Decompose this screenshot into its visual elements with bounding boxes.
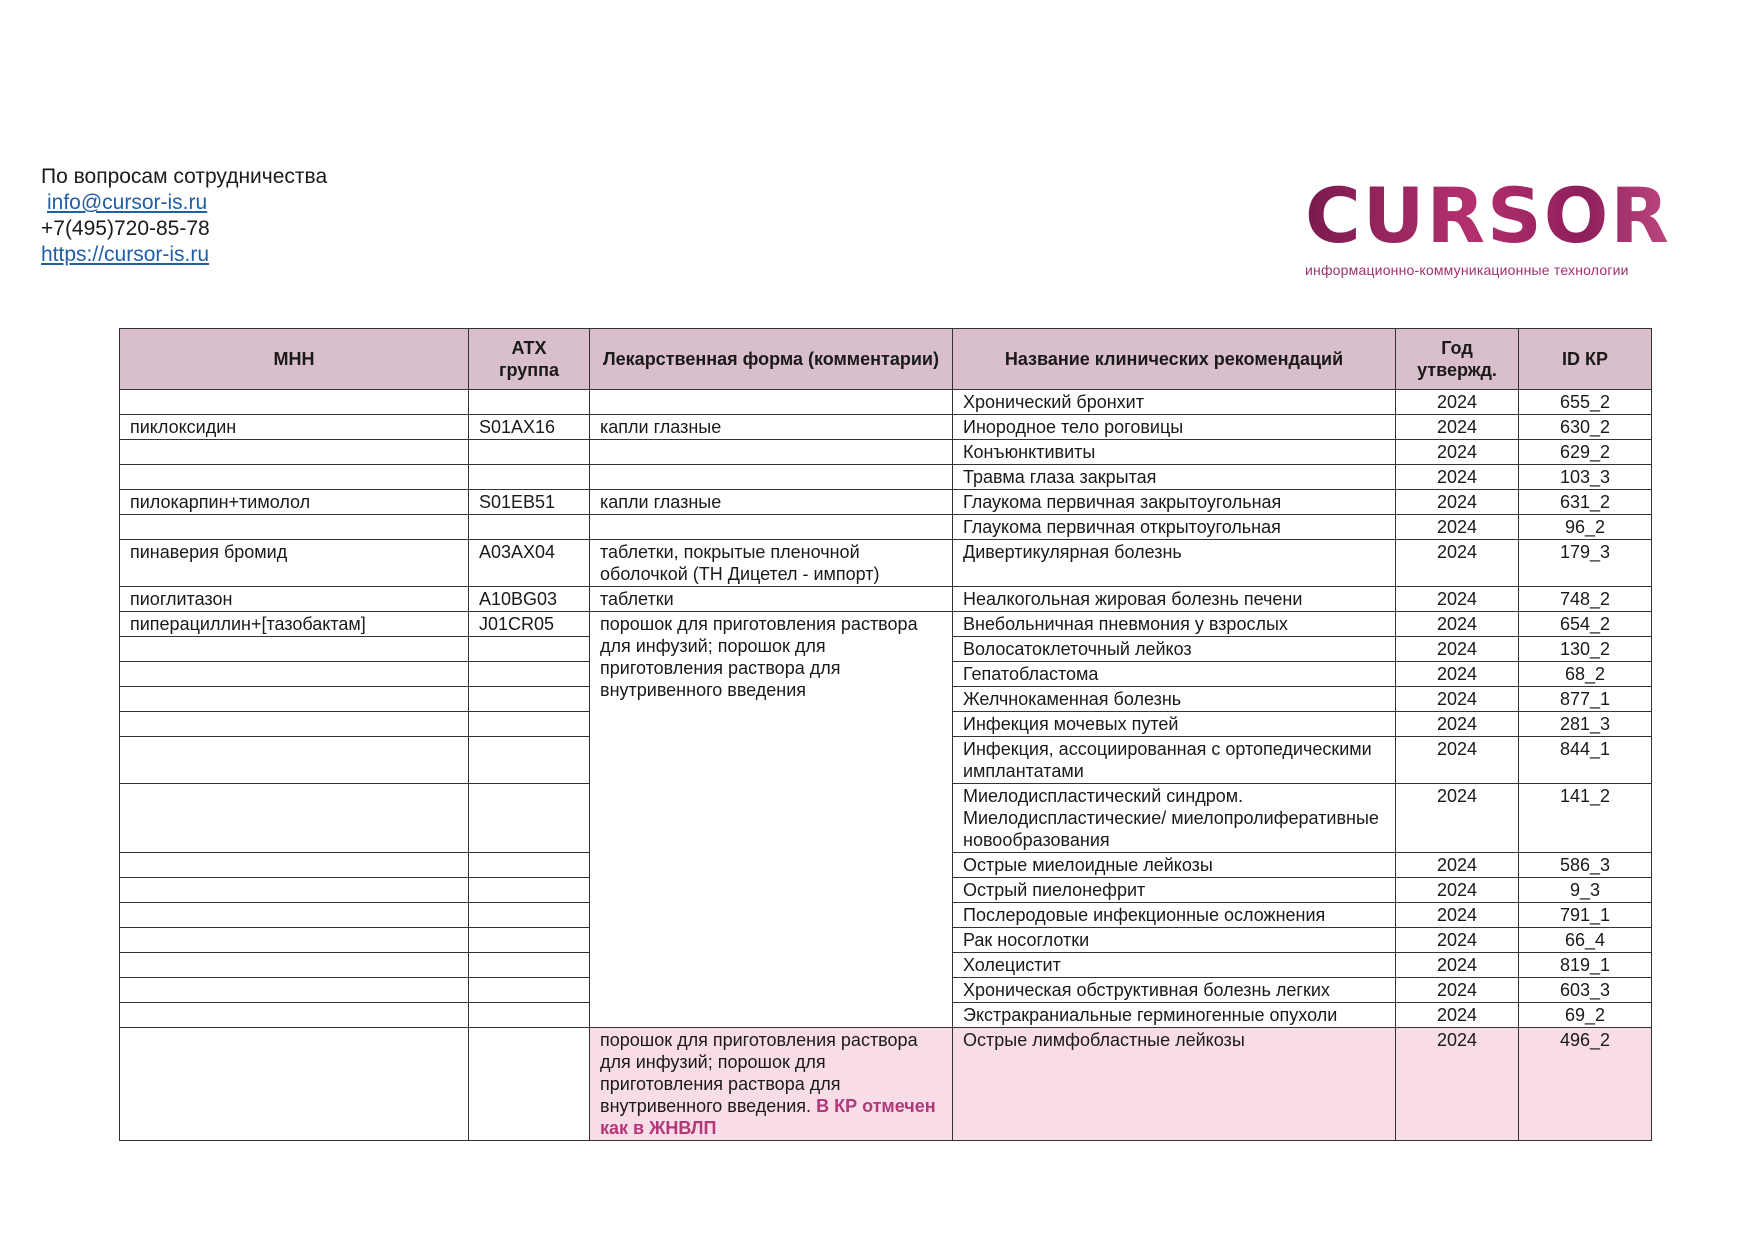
cell-id: 281_3 xyxy=(1519,712,1652,737)
cell-id: 130_2 xyxy=(1519,637,1652,662)
cell-year: 2024 xyxy=(1396,978,1519,1003)
cell-mnn xyxy=(120,903,469,928)
cell-recommendation: Дивертикулярная болезнь xyxy=(953,540,1396,587)
cell-id: 819_1 xyxy=(1519,953,1652,978)
cell-atc xyxy=(469,515,590,540)
cell-form xyxy=(590,465,953,490)
cell-atc xyxy=(469,953,590,978)
cell-mnn xyxy=(120,953,469,978)
cell-id: 877_1 xyxy=(1519,687,1652,712)
table-row xyxy=(120,415,1652,440)
cell-recommendation: Холецистит xyxy=(953,953,1396,978)
cell-recommendation: Внебольничная пневмония у взрослых xyxy=(953,612,1396,637)
cell-atc xyxy=(469,1003,590,1028)
cell-recommendation: Острые миелоидные лейкозы xyxy=(953,853,1396,878)
cell-year: 2024 xyxy=(1396,637,1519,662)
table-row xyxy=(120,440,1652,465)
table-row xyxy=(120,490,1652,515)
cell-recommendation: Послеродовые инфекционные осложнения xyxy=(953,903,1396,928)
cell-mnn: пиоглитазон xyxy=(120,587,469,612)
cell-recommendation: Хронический бронхит xyxy=(953,390,1396,415)
cell-year: 2024 xyxy=(1396,662,1519,687)
cell-mnn: пилокарпин+тимолол xyxy=(120,490,469,515)
cell-mnn xyxy=(120,687,469,712)
cell-recommendation: Желчнокаменная болезнь xyxy=(953,687,1396,712)
cell-atc xyxy=(469,784,590,853)
table-row-last xyxy=(120,1028,1652,1141)
cell-atc xyxy=(469,737,590,784)
cell-mnn xyxy=(120,1028,469,1141)
cell-id: 748_2 xyxy=(1519,587,1652,612)
cell-mnn xyxy=(120,662,469,687)
cell-mnn xyxy=(120,784,469,853)
phone-number: +7(495)720-85-78 xyxy=(41,217,210,240)
header-recommendation: Название клинических рекомендаций xyxy=(953,329,1396,390)
cell-id: 629_2 xyxy=(1519,440,1652,465)
cell-year: 2024 xyxy=(1396,903,1519,928)
cell-id: 603_3 xyxy=(1519,978,1652,1003)
form-text: порошок для приготовления раствора для инфузий; порошок для приготовления раствора для внутривенного введения. xyxy=(600,1030,918,1116)
cell-year: 2024 xyxy=(1396,1003,1519,1028)
cell-mnn xyxy=(120,878,469,903)
cell-mnn xyxy=(120,440,469,465)
cell-form: таблетки, покрытые пленочной оболочкой (ТН Дицетел - импорт) xyxy=(590,540,953,587)
cell-form: капли глазные xyxy=(590,490,953,515)
contacts-block xyxy=(41,164,327,268)
cell-atc xyxy=(469,928,590,953)
header-year: Год утвержд. xyxy=(1396,329,1519,390)
cell-id: 66_4 xyxy=(1519,928,1652,953)
cell-mnn xyxy=(120,390,469,415)
table-row xyxy=(120,540,1652,587)
cell-atc: S01AX16 xyxy=(469,415,590,440)
cell-id: 496_2 xyxy=(1519,1028,1652,1141)
cell-year: 2024 xyxy=(1396,612,1519,637)
cell-id: 9_3 xyxy=(1519,878,1652,903)
cell-year: 2024 xyxy=(1396,465,1519,490)
cell-id: 791_1 xyxy=(1519,903,1652,928)
cell-mnn xyxy=(120,515,469,540)
cell-atc xyxy=(469,1028,590,1141)
cell-atc xyxy=(469,465,590,490)
cell-atc: S01EB51 xyxy=(469,490,590,515)
cell-recommendation: Инфекция, ассоциированная с ортопедическими имплантатами xyxy=(953,737,1396,784)
cell-mnn xyxy=(120,1003,469,1028)
cell-mnn: пинаверия бромид xyxy=(120,540,469,587)
cell-id: 179_3 xyxy=(1519,540,1652,587)
cell-mnn: пиперациллин+[тазобактам] xyxy=(120,612,469,637)
cell-atc xyxy=(469,878,590,903)
cell-mnn xyxy=(120,928,469,953)
cell-year: 2024 xyxy=(1396,712,1519,737)
cell-mnn xyxy=(120,712,469,737)
cell-id: 103_3 xyxy=(1519,465,1652,490)
cell-mnn xyxy=(120,978,469,1003)
cell-year: 2024 xyxy=(1396,1028,1519,1141)
cell-year: 2024 xyxy=(1396,587,1519,612)
cell-year: 2024 xyxy=(1396,515,1519,540)
cell-atc xyxy=(469,712,590,737)
cell-id: 69_2 xyxy=(1519,1003,1652,1028)
cell-recommendation: Рак носоглотки xyxy=(953,928,1396,953)
contacts-title: По вопросам сотрудничества xyxy=(41,165,328,188)
cell-id: 654_2 xyxy=(1519,612,1652,637)
cell-form xyxy=(590,1028,953,1141)
cell-id: 655_2 xyxy=(1519,390,1652,415)
drug-recommendations-table xyxy=(119,328,1652,1141)
cell-recommendation: Миелодиспластический синдром. Миелодиспластические/ миелопролиферативные новообразования xyxy=(953,784,1396,853)
cell-year: 2024 xyxy=(1396,415,1519,440)
table-header-row xyxy=(120,329,1652,390)
table-row xyxy=(120,390,1652,415)
cell-year: 2024 xyxy=(1396,853,1519,878)
cell-id: 68_2 xyxy=(1519,662,1652,687)
table-row xyxy=(120,587,1652,612)
cell-id: 586_3 xyxy=(1519,853,1652,878)
cell-recommendation: Острые лимфобластные лейкозы xyxy=(953,1028,1396,1141)
cell-form xyxy=(590,515,953,540)
cell-atc xyxy=(469,978,590,1003)
cell-mnn xyxy=(120,737,469,784)
cell-recommendation: Глаукома первичная открытоугольная xyxy=(953,515,1396,540)
table-row xyxy=(120,515,1652,540)
cell-atc: J01CR05 xyxy=(469,612,590,637)
cell-atc xyxy=(469,440,590,465)
cell-recommendation: Гепатобластома xyxy=(953,662,1396,687)
cell-form xyxy=(590,440,953,465)
logo-tagline: информационно-коммуникационные технологии xyxy=(1305,262,1629,278)
cell-year: 2024 xyxy=(1396,953,1519,978)
cell-year: 2024 xyxy=(1396,928,1519,953)
logo-wordmark: CURSOR xyxy=(1305,178,1675,254)
cell-atc xyxy=(469,390,590,415)
cell-id: 141_2 xyxy=(1519,784,1652,853)
website-link[interactable]: https://cursor-is.ru xyxy=(41,243,210,266)
cell-year: 2024 xyxy=(1396,878,1519,903)
cell-recommendation: Инородное тело роговицы xyxy=(953,415,1396,440)
email-link[interactable]: info@cursor-is.ru xyxy=(47,191,208,214)
cell-atc: A10BG03 xyxy=(469,587,590,612)
table-row xyxy=(120,612,1652,637)
cell-id: 631_2 xyxy=(1519,490,1652,515)
cell-recommendation: Волосатоклеточный лейкоз xyxy=(953,637,1396,662)
cell-recommendation: Глаукома первичная закрытоугольная xyxy=(953,490,1396,515)
cell-year: 2024 xyxy=(1396,784,1519,853)
cell-id: 844_1 xyxy=(1519,737,1652,784)
cell-atc xyxy=(469,637,590,662)
header-id: ID КР xyxy=(1519,329,1652,390)
cell-mnn xyxy=(120,853,469,878)
cell-year: 2024 xyxy=(1396,440,1519,465)
cell-atc xyxy=(469,662,590,687)
cell-mnn xyxy=(120,637,469,662)
cell-year: 2024 xyxy=(1396,687,1519,712)
cell-form: порошок для приготовления раствора для инфузий; порошок для приготовления раствора для внутривенного введения xyxy=(590,612,953,1028)
company-logo xyxy=(1305,171,1675,278)
cell-atc xyxy=(469,687,590,712)
cell-mnn: пиклоксидин xyxy=(120,415,469,440)
cell-atc xyxy=(469,853,590,878)
header-atc: АТХ группа xyxy=(469,329,590,390)
header-form: Лекарственная форма (комментарии) xyxy=(590,329,953,390)
cell-atc xyxy=(469,903,590,928)
cell-recommendation: Экстракраниальные герминогенные опухоли xyxy=(953,1003,1396,1028)
cell-recommendation: Конъюнктивиты xyxy=(953,440,1396,465)
cell-form xyxy=(590,390,953,415)
header-mnn: МНН xyxy=(120,329,469,390)
cell-atc: A03AX04 xyxy=(469,540,590,587)
cell-recommendation: Неалкогольная жировая болезнь печени xyxy=(953,587,1396,612)
cell-mnn xyxy=(120,465,469,490)
cell-id: 96_2 xyxy=(1519,515,1652,540)
cell-year: 2024 xyxy=(1396,390,1519,415)
cell-form: капли глазные xyxy=(590,415,953,440)
cell-recommendation: Хроническая обструктивная болезнь легких xyxy=(953,978,1396,1003)
cell-year: 2024 xyxy=(1396,737,1519,784)
cell-recommendation: Острый пиелонефрит xyxy=(953,878,1396,903)
cell-year: 2024 xyxy=(1396,490,1519,515)
essential-drug-note: В КР отмечен как в ЖНВЛП xyxy=(600,1096,936,1138)
table-row xyxy=(120,465,1652,490)
cell-recommendation: Травма глаза закрытая xyxy=(953,465,1396,490)
cell-year: 2024 xyxy=(1396,540,1519,587)
cell-recommendation: Инфекция мочевых путей xyxy=(953,712,1396,737)
cell-id: 630_2 xyxy=(1519,415,1652,440)
cell-form: таблетки xyxy=(590,587,953,612)
